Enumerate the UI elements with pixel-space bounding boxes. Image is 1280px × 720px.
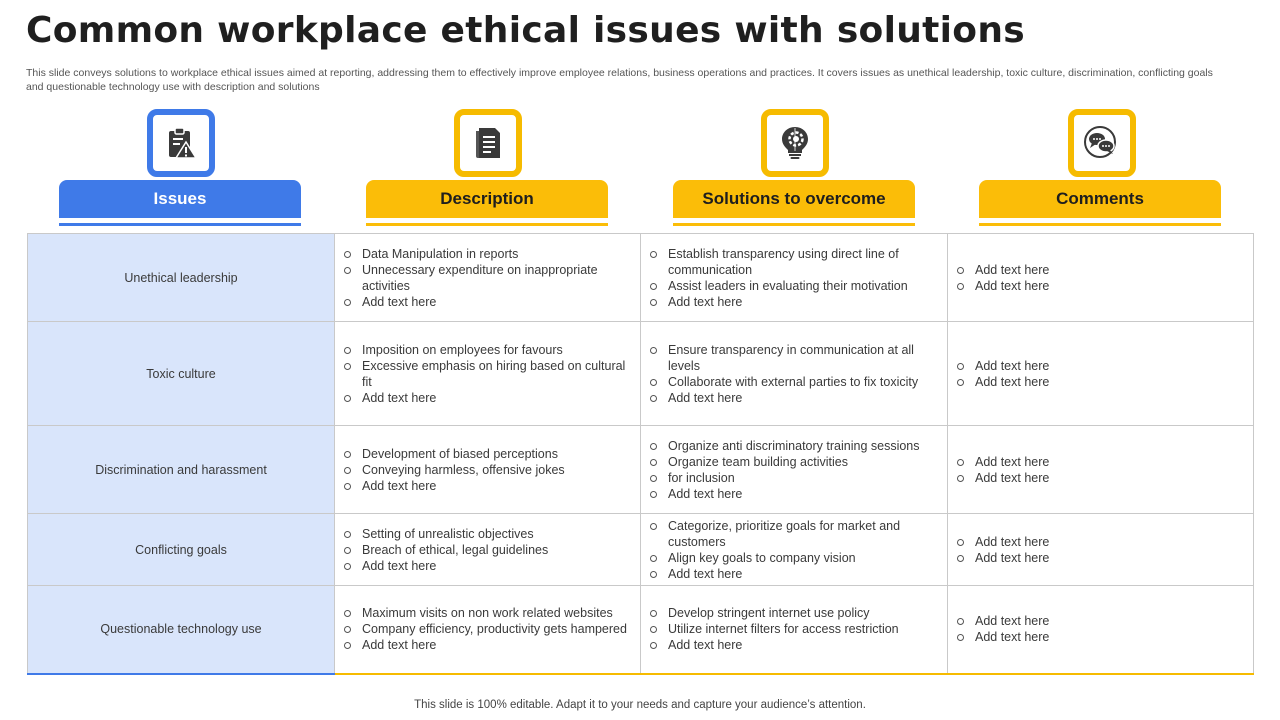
list-item: Development of biased perceptions bbox=[343, 446, 630, 462]
list-item: Conveying harmless, offensive jokes bbox=[343, 462, 630, 478]
issue-cell: Toxic culture bbox=[28, 322, 335, 426]
list-item: Unnecessary expenditure on inappropriate activities bbox=[343, 262, 630, 294]
header-underline bbox=[59, 223, 301, 226]
issue-cell: Unethical leadership bbox=[28, 234, 335, 322]
comments-cell bbox=[948, 322, 1254, 426]
list-item: Add text here bbox=[956, 454, 1243, 470]
list-item: Add text here bbox=[956, 470, 1243, 486]
list-item: Utilize internet filters for access restriction bbox=[649, 621, 937, 637]
list-item: Add text here bbox=[956, 358, 1243, 374]
issue-cell: Questionable technology use bbox=[28, 586, 335, 674]
list-item: Add text here bbox=[649, 294, 937, 310]
list-item: Categorize, prioritize goals for market and customers bbox=[649, 518, 937, 550]
solutions-cell bbox=[641, 322, 948, 426]
list-item: Develop stringent internet use policy bbox=[649, 605, 937, 621]
list-item: Maximum visits on non work related websites bbox=[343, 605, 630, 621]
list-item: Add text here bbox=[343, 558, 630, 574]
list-item: Add text here bbox=[956, 374, 1243, 390]
comments-cell bbox=[948, 586, 1254, 674]
description-icon-frame bbox=[454, 109, 522, 177]
comments-cell bbox=[948, 426, 1254, 514]
solutions-cell bbox=[641, 426, 948, 514]
description-cell bbox=[335, 514, 641, 586]
list-item: Organize anti discriminatory training sessions bbox=[649, 438, 937, 454]
list-item: Add text here bbox=[956, 262, 1243, 278]
list-item: Organize team building activities bbox=[649, 454, 937, 470]
footer-note: This slide is 100% editable. Adapt it to your needs and capture your audience’s attention. bbox=[414, 699, 866, 711]
list-item: Add text here bbox=[343, 294, 630, 310]
list-item: Add text here bbox=[343, 390, 630, 406]
list-item: Collaborate with external parties to fix toxicity bbox=[649, 374, 937, 390]
list-item: Add text here bbox=[956, 534, 1243, 550]
list-item: Add text here bbox=[649, 566, 937, 582]
list-item: Company efficiency, productivity gets hampered bbox=[343, 621, 630, 637]
table-row bbox=[28, 234, 1254, 322]
solutions-cell bbox=[641, 234, 948, 322]
list-item: Add text here bbox=[956, 629, 1243, 645]
description-cell bbox=[335, 322, 641, 426]
header-underline bbox=[979, 223, 1221, 226]
lightbulb-gear-icon bbox=[778, 125, 812, 161]
list-item: Imposition on employees for favours bbox=[343, 342, 630, 358]
document-icon bbox=[473, 126, 503, 160]
comments-cell bbox=[948, 514, 1254, 586]
list-item: Align key goals to company vision bbox=[649, 550, 937, 566]
solutions-cell bbox=[641, 586, 948, 674]
table-row bbox=[28, 426, 1254, 514]
list-item: Ensure transparency in communication at all levels bbox=[649, 342, 937, 374]
list-item: Add text here bbox=[956, 550, 1243, 566]
column-header-comments: Comments bbox=[979, 180, 1221, 218]
clipboard-warning-icon bbox=[164, 126, 198, 160]
list-item: for inclusion bbox=[649, 470, 937, 486]
description-cell bbox=[335, 426, 641, 514]
list-item: Add text here bbox=[343, 637, 630, 653]
page-title: Common workplace ethical issues with solutions bbox=[26, 10, 1025, 51]
table-row bbox=[28, 586, 1254, 674]
issues-icon-frame bbox=[147, 109, 215, 177]
list-item: Add text here bbox=[343, 478, 630, 494]
issue-cell: Conflicting goals bbox=[28, 514, 335, 586]
list-item: Add text here bbox=[956, 278, 1243, 294]
chat-bubbles-icon bbox=[1083, 125, 1121, 161]
list-item: Setting of unrealistic objectives bbox=[343, 526, 630, 542]
comments-icon-frame bbox=[1068, 109, 1136, 177]
issues-table bbox=[27, 233, 1254, 675]
header-underline bbox=[366, 223, 608, 226]
list-item: Assist leaders in evaluating their motivation bbox=[649, 278, 937, 294]
list-item: Establish transparency using direct line of communication bbox=[649, 246, 937, 278]
column-header-description: Description bbox=[366, 180, 608, 218]
comments-cell bbox=[948, 234, 1254, 322]
list-item: Add text here bbox=[956, 613, 1243, 629]
issue-cell: Discrimination and harassment bbox=[28, 426, 335, 514]
list-item: Add text here bbox=[649, 390, 937, 406]
solutions-cell bbox=[641, 514, 948, 586]
column-header-issues: Issues bbox=[59, 180, 301, 218]
list-item: Excessive emphasis on hiring based on cultural fit bbox=[343, 358, 630, 390]
solutions-icon-frame bbox=[761, 109, 829, 177]
column-header-solutions: Solutions to overcome bbox=[673, 180, 915, 218]
header-underline bbox=[673, 223, 915, 226]
list-item: Add text here bbox=[649, 486, 937, 502]
page-subtitle: This slide conveys solutions to workplace ethical issues aimed at reporting, addressing them to effectively improve employee relations, business operations and practices. It covers issues as unethical leadership, toxic culture, discrimination, conflicting goals and questionable technology use with description and solutions bbox=[26, 67, 1213, 93]
table-row bbox=[28, 514, 1254, 586]
list-item: Data Manipulation in reports bbox=[343, 246, 630, 262]
table-row bbox=[28, 322, 1254, 426]
list-item: Add text here bbox=[649, 637, 937, 653]
description-cell bbox=[335, 234, 641, 322]
description-cell bbox=[335, 586, 641, 674]
list-item: Breach of ethical, legal guidelines bbox=[343, 542, 630, 558]
